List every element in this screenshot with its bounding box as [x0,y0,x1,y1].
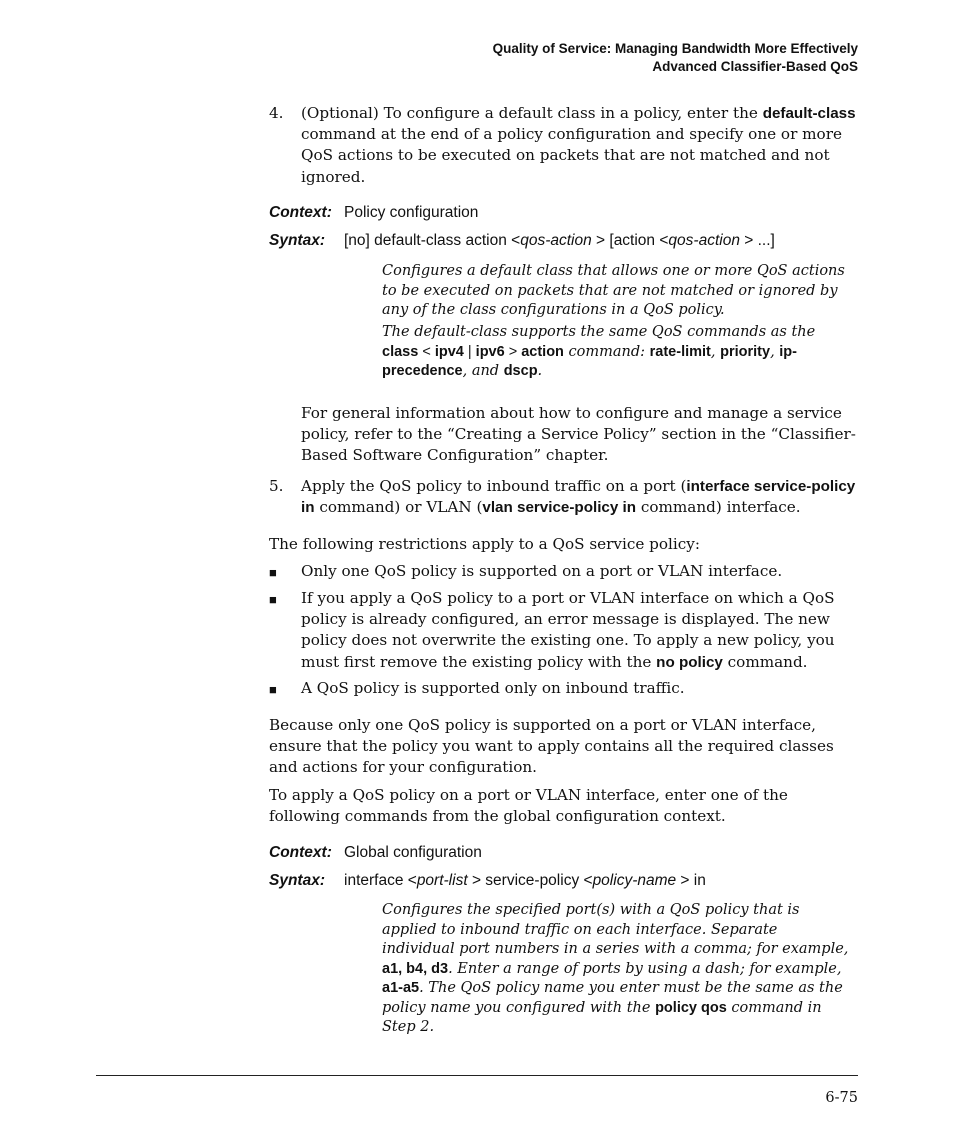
step-5-text: Apply the QoS policy to inbound traffic on a port (interface service-policy in command) or VLAN (vlan service-policy in command) interface. [301,477,856,517]
step-5-number: 5. [269,477,284,495]
general-info-paragraph: For general information about how to configure and manage a service policy, refer to the “Creating a Service Policy” section in the “Classifier-Based Software Configuration” chapter. [301,404,856,465]
interface-service-policy-command: interface service-policy in [301,478,856,517]
context-label: Context: [269,844,332,861]
syntax-label: Syntax: [269,872,325,889]
paragraph-to-apply: To apply a QoS policy on a port or VLAN interface, enter one of the following commands from the global configuration context. [269,786,788,826]
default-class-supported-commands: The default-class supports the same QoS commands as the class < ipv4 | ipv6 > action command: rate-limit, priority, ip-precedence, and dscp. [382,324,816,379]
vlan-service-policy-command: vlan service-policy in [482,499,637,517]
running-header-chapter: Quality of Service: Managing Bandwidth More Effectively [492,41,858,56]
running-header-section: Advanced Classifier-Based QoS [652,59,858,74]
bullet-one-policy: Only one QoS policy is supported on a port or VLAN interface. [301,562,783,580]
paragraph-because: Because only one QoS policy is supported on a port or VLAN interface, ensure that the policy you want to apply contains all the required classes and actions for your configuration. [269,716,834,777]
step-4-number: 4. [269,104,284,122]
step-4-text: (Optional) To configure a default class in a policy, enter the default-class command at the end of a policy configuration and specify one or more QoS actions to be executed on packets that are not matched and not ignored. [301,104,856,186]
bullet-marker: ■ [269,682,277,697]
default-class-command: default-class [762,105,856,122]
page-number: 6-75 [825,1090,858,1106]
restrictions-intro: The following restrictions apply to a QoS service policy: [269,535,700,553]
bullet-existing-policy: If you apply a QoS policy to a port or VLAN interface on which a QoS policy is already configured, an error message is displayed. The new policy does not overwrite the existing one. To apply a new policy, you must first remove the existing policy with the no policy command. [301,589,835,671]
no-policy-command: no policy [656,653,723,671]
context-value: Policy configuration [344,204,479,221]
interface-service-policy-description: Configures the specified port(s) with a QoS policy that is applied to inbound traffic on each interface. Separate individual port numbers in a series with a comma; for example, a1, b4, d3. Enter a range of ports by using a dash; for example, a1-a5. The QoS policy name you enter must be the same as the policy name you configured with the policy qos command in Step 2. [382,902,849,1035]
bullet-inbound-only: A QoS policy is supported only on inbound traffic. [301,679,685,697]
footer-rule [96,1075,858,1076]
default-class-description: Configures a default class that allows one or more QoS actions to be executed on packets that are not matched or ignored by any of the class configurations in a QoS policy. [382,263,845,318]
syntax-interface-service-policy: interface <port-list > service-policy <policy-name > in [344,872,706,889]
context-label: Context: [269,204,332,221]
syntax-label: Syntax: [269,232,325,249]
bullet-marker: ■ [269,592,277,607]
syntax-default-class: [no] default-class action <qos-action > [action <qos-action > ...] [344,232,775,249]
bullet-marker: ■ [269,565,277,580]
running-header [493,40,858,76]
context-value: Global configuration [344,844,482,861]
